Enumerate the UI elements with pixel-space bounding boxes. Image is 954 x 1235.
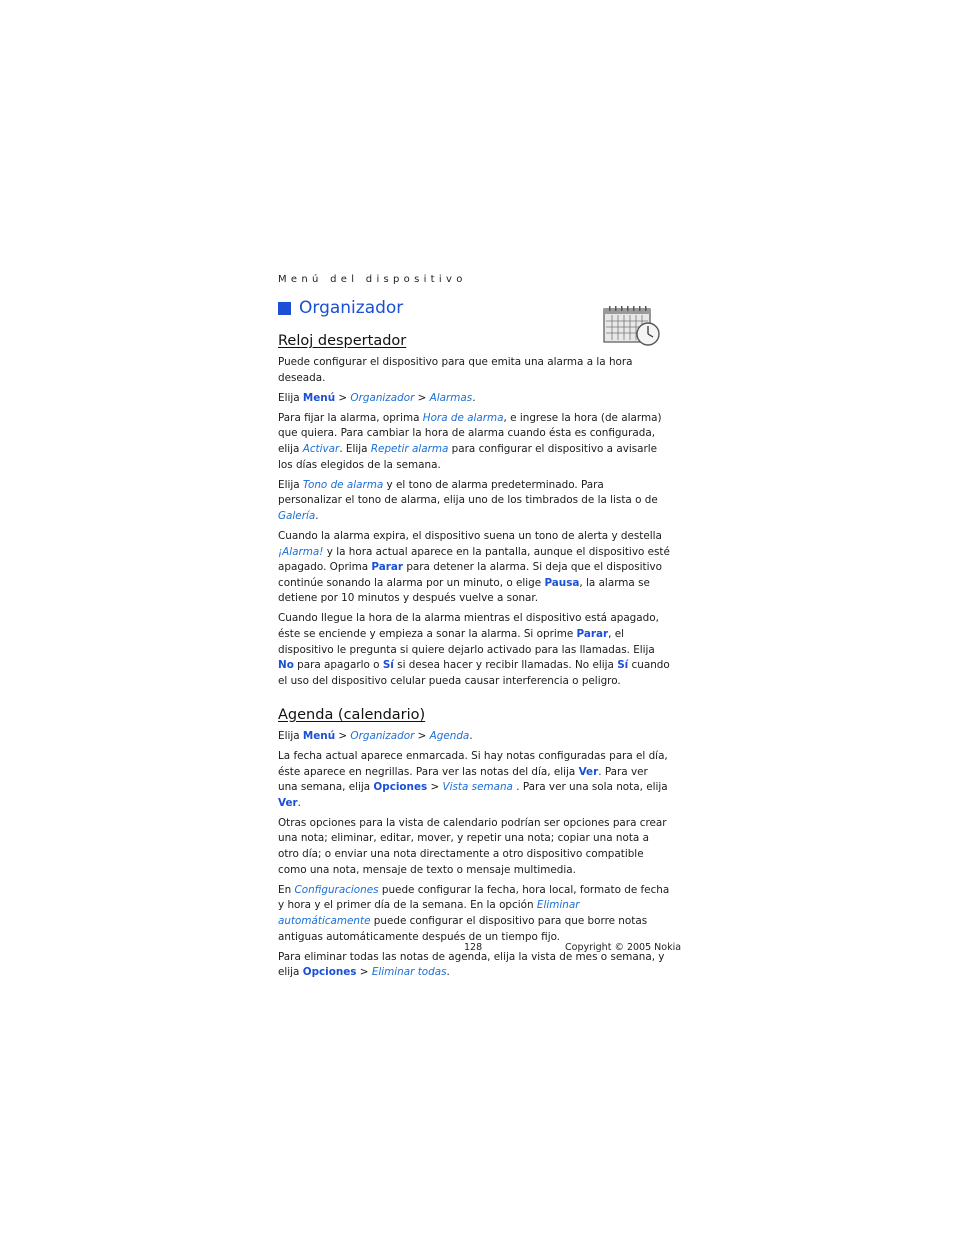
option-alarmas: Alarmas: [429, 391, 473, 404]
option-eliminar-automaticamente: Eliminar automáticamente: [278, 899, 580, 927]
option-alarma-alert: ¡Alarma!: [278, 545, 324, 558]
section-bullet-icon: [278, 302, 291, 315]
key-opciones: Opciones: [373, 781, 428, 794]
key-parar-2: Parar: [576, 628, 609, 640]
option-organizador: Organizador: [350, 391, 415, 404]
agenda-eliminar: Para eliminar todas las notas de agenda, elija la vista de mes o semana, y elija Opciones > Eliminar todas.: [278, 950, 665, 979]
option-eliminar-todas: Eliminar todas: [371, 966, 447, 979]
option-galeria: Galería: [278, 509, 316, 522]
section-title: [278, 298, 403, 318]
reloj-fijar: Para fijar la alarma, oprima Hora de alarma, e ingrese la hora (de alarma) que quiera. Para cambiar la hora de alarma cuando ésta es configurada, elija Activar. Elija Repetir alarma para configurar el dispositivo a avisarle los días elegidos de la semana.: [278, 411, 662, 471]
option-agenda: Agenda: [429, 729, 470, 742]
option-configuraciones: Configuraciones: [294, 883, 379, 896]
heading-agenda: Agenda (calendario): [278, 706, 426, 723]
reloj-expira: Cuando la alarma expira, el dispositivo suena un tono de alerta y destella ¡Alarma! y la hora actual aparece en la pantalla, aunque el dispositivo esté apagado. Oprima Parar para detener la alarma. Si deja que el dispositivo continúe sonando la alarma por un minuto, o elige Pausa, la alarma se detiene por 10 minutos y después vuelve a sonar.: [278, 529, 670, 605]
option-repetir-alarma: Repetir alarma: [370, 442, 449, 455]
agenda-path: Elija Menú > Organizador > Agenda.: [278, 729, 473, 742]
content: [278, 332, 670, 985]
key-no: No: [278, 659, 294, 672]
copyright: Copyright © 2005 Nokia: [565, 942, 682, 953]
menu-keyword-2: Menú: [302, 729, 336, 742]
section-title-text: Organizador: [299, 298, 404, 318]
key-ver-2: Ver: [278, 796, 298, 809]
key-si: Sí: [382, 659, 394, 672]
key-opciones-2: Opciones: [302, 966, 357, 979]
option-vista-semana: Vista semana: [442, 781, 513, 794]
option-tono-de-alarma: Tono de alarma: [302, 478, 384, 491]
agenda-otras-opciones: Otras opciones para la vista de calendario podrían ser opciones para crear una nota; eliminar, editar, mover, y repetir una nota; copiar una nota a otro día; o enviar una nota directamente a otro dispositivo compatible como una nota, mensaje de texto o mensaje multimedia.: [278, 816, 667, 876]
page-number: 128: [464, 942, 483, 953]
reloj-intro: Puede configurar el dispositivo para que emita una alarma a la hora deseada.: [278, 356, 633, 384]
heading-reloj-despertador: Reloj despertador: [278, 333, 407, 349]
key-si-2: Sí: [617, 659, 629, 672]
option-hora-de-alarma: Hora de alarma: [422, 411, 504, 424]
menu-keyword: Menú: [302, 391, 336, 404]
agenda-configuraciones: En Configuraciones puede configurar la fecha, hora local, formato de fecha y hora y el primer día de la semana. En la opción Eliminar automáticamente puede configurar el dispositivo para que borre notas antiguas automáticamente después de un tiempo fijo.: [278, 883, 670, 943]
key-parar: Parar: [371, 561, 404, 574]
option-organizador-2: Organizador: [350, 729, 415, 742]
key-pausa: Pausa: [544, 576, 580, 589]
reloj-path: Elija Menú > Organizador > Alarmas.: [278, 391, 476, 404]
reloj-apagado: Cuando llegue la hora de la alarma mientras el dispositivo está apagado, éste se enciende y empieza a sonar la alarma. Si oprime Parar, el dispositivo le pregunta si quiere dejarlo activado para las llamadas. Elija No para apagarlo o Sí si desea hacer y recibir llamadas. No elija Sí cuando el uso del dispositivo celular pueda causar interferencia o peligro.: [278, 612, 670, 687]
agenda-fecha: La fecha actual aparece enmarcada. Si hay notas configuradas para el día, éste aparece en negrillas. Para ver las notas del día, elija Ver. Para ver una semana, elija Opciones > Vista semana . Para ver una sola nota, elija Ver.: [278, 749, 668, 809]
key-ver: Ver: [578, 765, 599, 778]
option-activar: Activar: [302, 442, 340, 455]
reloj-tono: Elija Tono de alarma y el tono de alarma predeterminado. Para personalizar el tono de alarma, elija uno de los timbrados de la lista o de Galería.: [278, 478, 658, 522]
running-head: Menú del dispositivo: [278, 274, 467, 285]
